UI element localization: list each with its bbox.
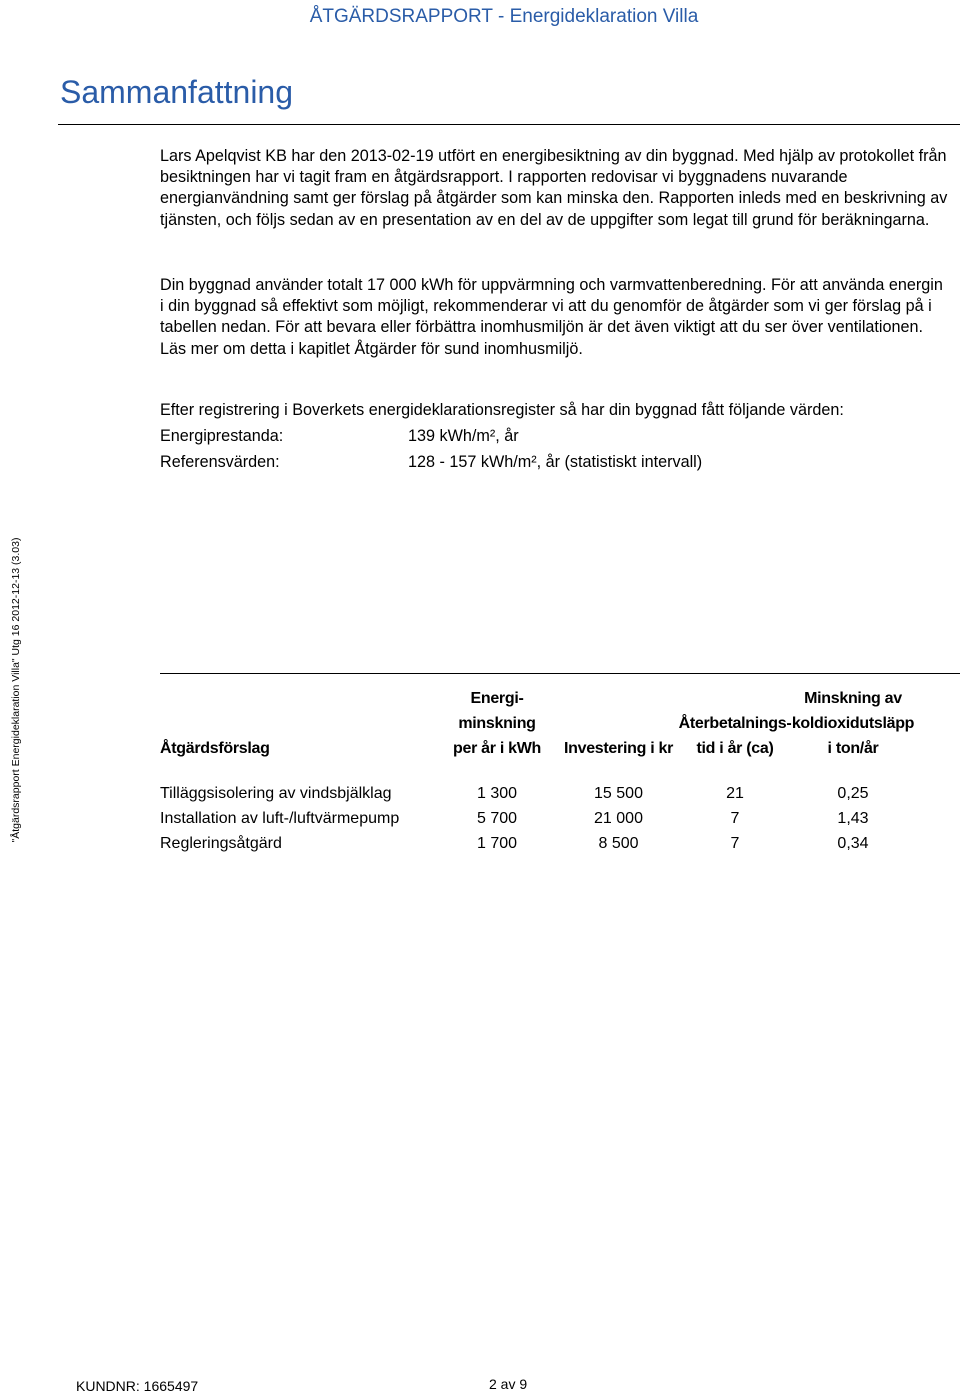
reference-values-value: 128 - 157 kWh/m², år (statistiskt intervall): [408, 453, 703, 471]
header-payback-line2: tid i år (ca): [696, 740, 774, 757]
energy-performance-value: 139 kWh/m², år: [408, 427, 519, 445]
energy-performance-label: Energiprestanda:: [160, 427, 284, 445]
section-title: Sammanfattning: [60, 74, 294, 110]
header-investment: Investering i kr: [563, 740, 674, 757]
table-row-2-co2: 1,43: [837, 810, 869, 827]
table-row-3-co2: 0,34: [837, 835, 869, 852]
table-row-2-payback: 7: [730, 810, 740, 827]
table-row-1-energy: 1 300: [476, 785, 518, 802]
page-number: 2 av 9: [489, 1376, 528, 1392]
table-row-1-investment: 15 500: [594, 785, 643, 802]
header-energy-line1: Energi-: [470, 690, 524, 707]
title-divider: [58, 124, 960, 125]
table-row-3-investment: 8 500: [598, 835, 639, 852]
header-co2-line2: koldioxidutsläpp: [791, 715, 915, 732]
customer-number: KUNDNR: 1665497: [76, 1378, 199, 1394]
header-action: Åtgärdsförslag: [160, 740, 270, 757]
header-energy-line3: per år i kWh: [453, 740, 541, 757]
table-row-3-action: Regleringsåtgärd: [160, 835, 282, 852]
table-row-1-payback: 21: [726, 785, 744, 802]
summary-paragraph-3: Efter registrering i Boverkets energideklarationsregister så har din byggnad fått följande värden:: [160, 401, 844, 419]
header-energy-line2: minskning: [458, 715, 536, 732]
table-row-2-action: Installation av luft-/luftvärmepump: [160, 810, 400, 827]
header-co2-line3: i ton/år: [827, 740, 879, 757]
table-row-1-action: Tilläggsisolering av vindsbjälklag: [160, 785, 392, 802]
table-row-3-payback: 7: [730, 835, 740, 852]
reference-values-label: Referensvärden:: [160, 453, 280, 471]
summary-paragraph-2: Din byggnad använder totalt 17 000 kWh för uppvärmning och varmvattenberedning. För att använda energin i din byggnad så effektivt som möjligt, rekommenderar vi att du genomför de åtgärder som vi ger förslag på i tabellen nedan. För att bevara eller förbättra inomhusmiljön är det även viktigt att du ser över ventilationen. Läs mer om detta i kapitlet Åtgärder för sund inomhusmiljö.: [160, 276, 943, 358]
table-row-2-energy: 5 700: [476, 810, 518, 827]
table-top-divider: [160, 673, 960, 674]
header-co2-line1: Minskning av: [804, 690, 902, 707]
table-row-3-energy: 1 700: [476, 835, 518, 852]
table-row-1-co2: 0,25: [837, 785, 869, 802]
header-title: ÅTGÄRDSRAPPORT - Energideklaration Villa: [309, 6, 699, 27]
table-row-2-investment: 21 000: [594, 810, 643, 827]
document-version-note: "Åtgärdsrapport Energideklaration Villa" Utg 16 2012-12-13 (3.03): [10, 537, 22, 843]
header-payback-line1: Återbetalnings-: [678, 715, 792, 732]
summary-paragraph-1: Lars Apelqvist KB har den 2013-02-19 utfört en energibesiktning av din byggnad. Med hjälp av protokollet från besiktningen har vi tagit fram en åtgärdsrapport. I rapporten redovisar vi byggnadens nuvarande energianvändning samt ger förslag på åtgärder som kan minska den. Rapporten inleds med en beskrivning av tjänsten, och följs sedan av en presentation av en del av de uppgifter som legat till grund för beräkningarna.: [160, 147, 948, 229]
